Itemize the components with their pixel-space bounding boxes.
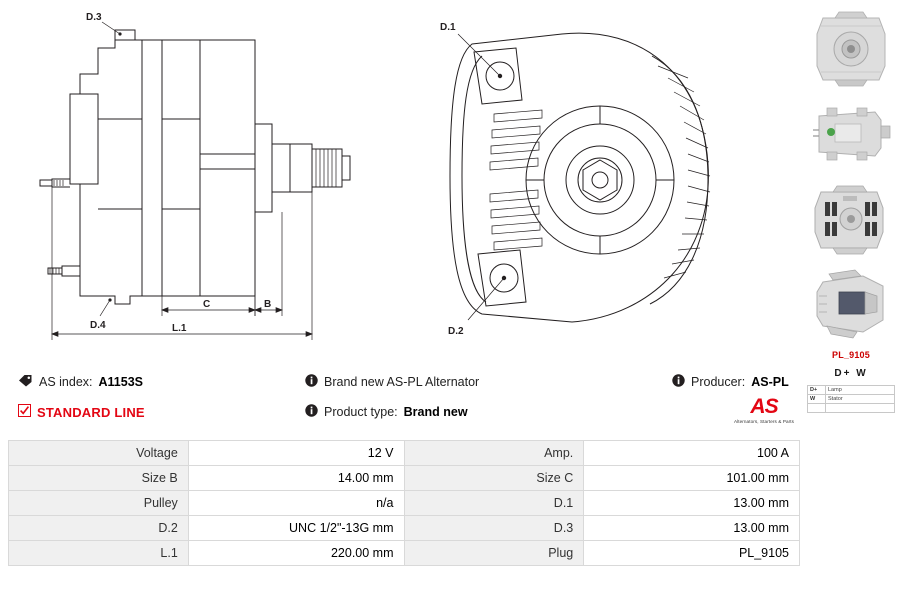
pin-desc: Lamp <box>826 386 895 395</box>
producer-value: AS-PL <box>751 375 789 389</box>
info-icon <box>672 374 685 390</box>
table-row <box>9 516 800 541</box>
as-index-block <box>18 374 143 390</box>
spec-value: 12 V <box>188 441 404 466</box>
plug-code: PL_9105 <box>832 350 870 360</box>
spec-key: Size C <box>404 466 584 491</box>
spec-key: D.3 <box>404 516 584 541</box>
spec-value: 13.00 mm <box>584 516 800 541</box>
spec-value: 13.00 mm <box>584 491 800 516</box>
spec-value: 14.00 mm <box>188 466 404 491</box>
product-photo-front[interactable] <box>805 4 897 88</box>
pin-row <box>808 386 895 395</box>
pin-desc: Stator <box>826 395 895 404</box>
label-d4: D.4 <box>90 320 106 331</box>
spec-key: Voltage <box>9 441 189 466</box>
producer-block <box>672 374 789 390</box>
as-index-label: AS index: <box>39 375 93 389</box>
spec-value: PL_9105 <box>584 541 800 566</box>
pin-row-empty <box>808 404 895 413</box>
product-photo-rear[interactable] <box>805 176 897 260</box>
spec-key: Size B <box>9 466 189 491</box>
label-d2: D.2 <box>448 326 464 337</box>
plug-pin-labels: D+ W <box>834 368 868 379</box>
plug-pin-table <box>807 385 895 413</box>
product-type-value: Brand new <box>403 405 468 419</box>
checkbox-icon <box>18 404 31 420</box>
alternator-side-view-drawing <box>10 4 400 356</box>
standard-line-block <box>18 404 145 420</box>
standard-line-label: STANDARD LINE <box>37 404 145 420</box>
label-b: B <box>264 299 272 310</box>
spec-key: Pulley <box>9 491 189 516</box>
info-icon <box>305 374 318 390</box>
as-logo-subtitle: Alternators, Starters & Parts <box>733 419 795 424</box>
pin-row <box>808 395 895 404</box>
spec-key: D.2 <box>9 516 189 541</box>
label-c: C <box>203 299 211 310</box>
spec-value: 220.00 mm <box>188 541 404 566</box>
as-index-value: A1153S <box>98 375 143 389</box>
label-d3: D.3 <box>86 12 102 23</box>
product-type-label: Product type: <box>324 405 398 419</box>
pin-key: D+ <box>808 386 826 395</box>
product-photo-side[interactable] <box>805 90 897 174</box>
specifications-table <box>8 440 800 566</box>
table-row <box>9 491 800 516</box>
spec-value: 101.00 mm <box>584 466 800 491</box>
label-d1: D.1 <box>440 22 456 33</box>
spec-key: L.1 <box>9 541 189 566</box>
spec-key: Amp. <box>404 441 584 466</box>
table-row <box>9 541 800 566</box>
product-type-block <box>305 404 468 420</box>
brand-block <box>305 374 479 390</box>
product-photo-strip <box>803 4 899 413</box>
producer-label: Producer: <box>691 375 746 389</box>
spec-key: Plug <box>404 541 584 566</box>
label-l1: L.1 <box>172 323 187 334</box>
product-info-row <box>0 366 808 430</box>
info-icon <box>305 404 318 420</box>
product-photo-angled[interactable] <box>805 262 897 346</box>
spec-key: D.1 <box>404 491 584 516</box>
tag-icon <box>18 374 33 390</box>
pin-key: W <box>808 395 826 404</box>
spec-value: UNC 1/2"-13G mm <box>188 516 404 541</box>
spec-value: 100 A <box>584 441 800 466</box>
table-row <box>9 441 800 466</box>
spec-value: n/a <box>188 491 404 516</box>
alternator-front-view-drawing <box>412 4 752 356</box>
as-logo-mark: AS <box>750 395 778 418</box>
as-pl-logo <box>725 396 803 424</box>
brand-text: Brand new AS-PL Alternator <box>324 375 480 389</box>
table-row <box>9 466 800 491</box>
